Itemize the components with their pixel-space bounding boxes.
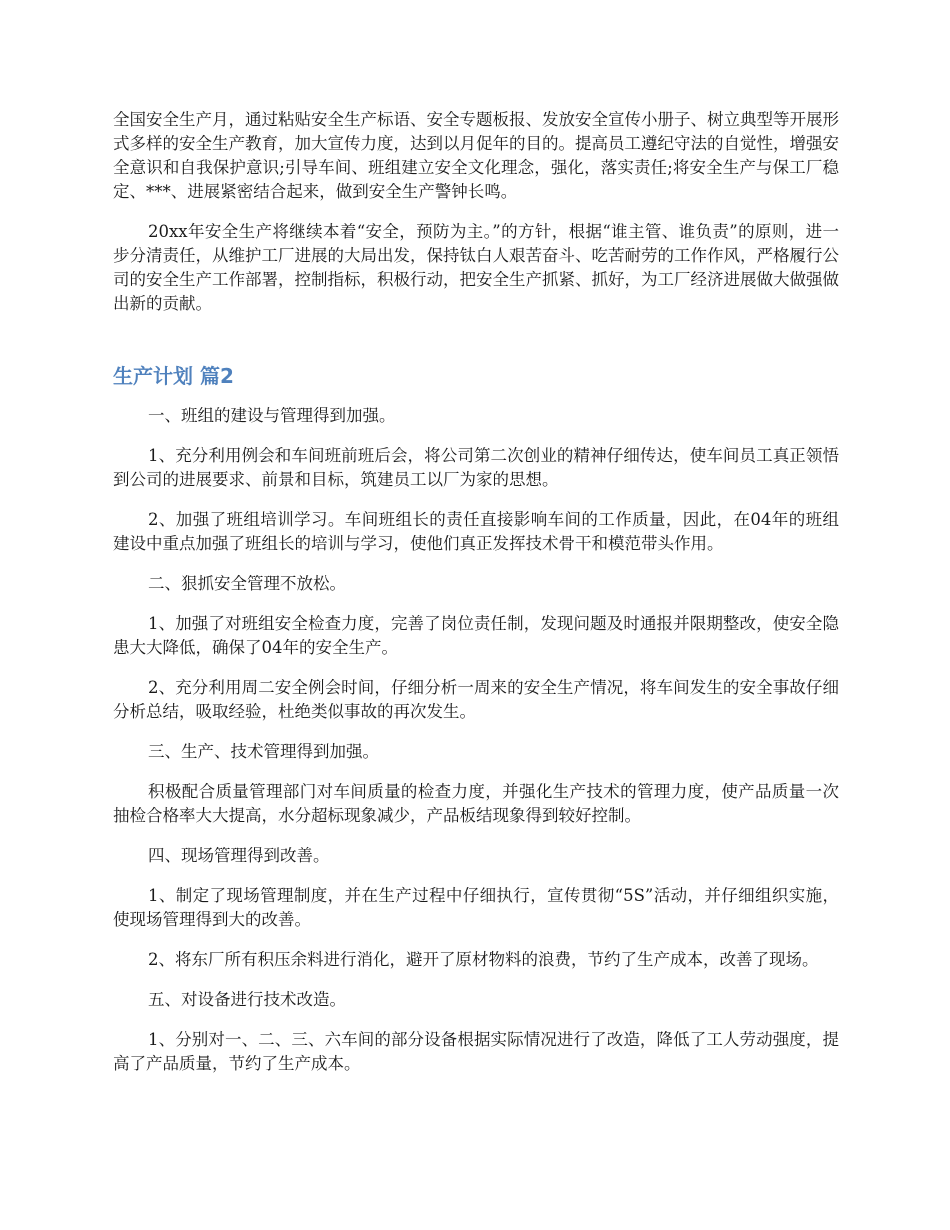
section-heading-3: 三、生产、技术管理得到加强。 [148,742,379,761]
section-heading-4: 四、现场管理得到改善。 [148,846,330,865]
section-heading-5: 五、对设备进行技术改造。 [148,990,346,1009]
paragraph-3-1: 积极配合质量管理部门对车间质量的检查力度，并强化生产技术的管理力度，使产品质量一次抽检合格率大大提高，水分超标现象减少，产品板结现象得到较好控制。 [113,782,839,825]
paragraph-1-1: 1、充分利用例会和车间班前班后会，将公司第二次创业的精神仔细传达，使车间员工真正领悟到公司的进展要求、前景和目标，筑建员工以厂为家的思想。 [113,446,839,489]
paragraph-2-1: 1、加强了对班组安全检查力度，完善了岗位责任制，发现问题及时通报并限期整改，使安全隐患大大降低，确保了04年的安全生产。 [113,614,839,657]
paragraph-2-2: 2、充分利用周二安全例会时间，仔细分析一周来的安全生产情况，将车间发生的安全事故仔细分析总结，吸取经验，杜绝类似事故的再次发生。 [113,678,839,721]
document-body [113,108,839,1092]
paragraph-4-1: 1、制定了现场管理制度，并在生产过程中仔细执行，宣传贯彻“5S”活动，并仔细组织实施，使现场管理得到大的改善。 [113,886,839,929]
paragraph-4-2: 2、将东厂所有积压余料进行消化，避开了原材物料的浪费，节约了生产成本，改善了现场。 [148,950,819,969]
paragraph-5-1: 1、分别对一、二、三、六车间的部分设备根据实际情况进行了改造，降低了工人劳动强度，提高了产品质量，节约了生产成本。 [113,1030,839,1073]
intro-paragraph-2: 20xx年安全生产将继续本着“安全，预防为主。”的方针，根据“谁主管、谁负责”的原则，进一步分清责任，从维护工厂进展的大局出发，保持钛白人艰苦奋斗、吃苦耐劳的工作作风，严格履行公司的安全生产工作部署，控制指标，积极行动，把安全生产抓紧、抓好，为工厂经济进展做大做强做出新的贡献。 [113,222,839,313]
section-heading: 生产计划 篇2 [113,364,234,388]
section-heading-2: 二、狠抓安全管理不放松。 [148,574,346,593]
intro-paragraph-1: 全国安全生产月，通过粘贴安全生产标语、安全专题板报、发放安全宣传小册子、树立典型等开展形式多样的安全生产教育，加大宣传力度，达到以月促年的目的。提高员工遵纪守法的自觉性，增强安全意识和自我保护意识;引导车间、班组建立安全文化理念，强化，落实责任;将安全生产与保工厂稳定、***、进展紧密结合起来，做到安全生产警钟长鸣。 [113,110,839,201]
section-heading-1: 一、班组的建设与管理得到加强。 [148,406,396,425]
paragraph-1-2: 2、加强了班组培训学习。车间班组长的责任直接影响车间的工作质量，因此，在04年的班组建设中重点加强了班组长的培训与学习，使他们真正发挥技术骨干和模范带头作用。 [113,510,839,553]
